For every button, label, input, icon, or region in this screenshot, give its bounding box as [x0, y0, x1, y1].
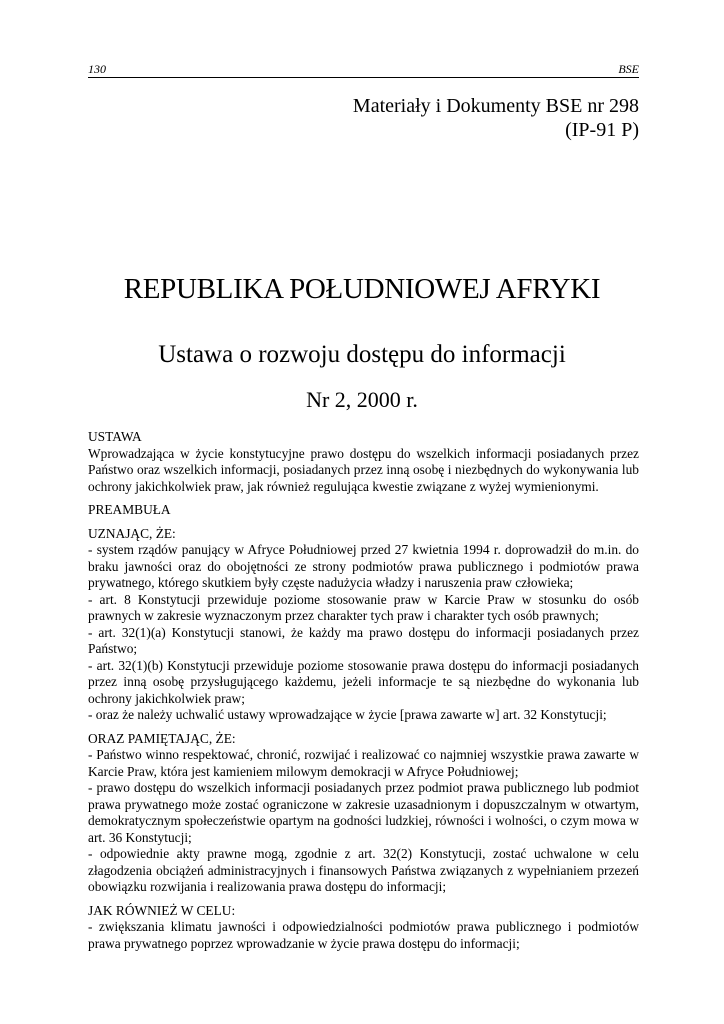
country-title: REPUBLIKA POŁUDNIOWEJ AFRYKI	[123, 273, 601, 305]
list-item: - system rządów panujący w Afryce Południowej przed 27 kwietnia 1994 r. doprowadził do m.in. do braku jawności oraz do obojętności ze strony podmiotów prawa publicznego i podmiotów prawa prywatnego, którego skutkiem były częste nadużycia władzy i naruszenia praw człowieka;	[88, 542, 639, 590]
section-heading-uznajac: UZNAJĄC, ŻE:	[88, 525, 176, 541]
list-item: - art. 32(1)(a) Konstytucji stanowi, że każdy ma prawo dostępu do informacji posiadanych przez Państwo;	[88, 624, 639, 656]
list-item: - art. 8 Konstytucji przewiduje poziome stosowanie praw w Karcie Praw w stosunku do osób prawnych w zakresie wyznaczonym przez charakter tych praw i charakter tych osób prawnych;	[88, 591, 639, 623]
list-item: - odpowiednie akty prawne mogą, zgodnie z art. 32(2) Konstytucji, zostać uchwalone w celu złagodzenia obciążeń administracyjnych i finansowych Państwa związanych z wypełnianiem przezeń obowiązku rozwijania i realizowania prawa dostępu do informacji;	[88, 846, 639, 894]
section-heading-ustawa: USTAWA	[88, 429, 142, 444]
page-number: 130	[88, 62, 106, 76]
section-heading-oraz: ORAZ PAMIĘTAJĄC, ŻE:	[88, 730, 236, 746]
series-title: Materiały i Dokumenty BSE nr 298	[352, 95, 639, 117]
act-title: Ustawa o rozwoju dostępu do informacji	[158, 341, 566, 368]
act-number: Nr 2, 2000 r.	[306, 387, 418, 412]
list-item: - Państwo winno respektować, chronić, rozwijać i realizować co najmniej wszystkie prawa zawarte w Karcie Praw, która jest kamieniem milowym demokracji w Afryce Południowej;	[88, 747, 639, 779]
ustawa-paragraph: Wprowadzająca w życie konstytucyjne prawo dostępu do wszelkich informacji posiadanych przez Państwo oraz wszelkich informacji, posiadanych przez inną osobę i niezbędnych do wykonywania lub ochrony jakichkolwiek praw, jak również regulująca kwestie związane z wyżej wymienionymi.	[88, 445, 639, 494]
list-item: - zwiększania klimatu jawności i odpowiedzialności podmiotów prawa publicznego i podmiotów prawa prywatnego poprzez wprowadzanie w życie prawa dostępu do informacji;	[88, 919, 639, 951]
document-body	[88, 429, 639, 952]
list-item: - oraz że należy uchwalić ustawy wprowadzające w życie [prawa zawarte w] art. 32 Konstytucji;	[88, 707, 607, 722]
series-block	[353, 94, 639, 142]
series-code: (IP-91 P)	[565, 119, 639, 141]
section-heading-preambula: PREAMBUŁA	[88, 502, 171, 517]
journal-abbreviation: BSE	[618, 62, 639, 76]
running-header	[88, 63, 639, 78]
list-item: - prawo dostępu do wszelkich informacji posiadanych przez podmiot prawa publicznego lub podmiot prawa prywatnego może zostać ograniczone w zakresie uzasadnionym i dopuszczalnym w otwartym, demokratycznym społeczeństwie opartym na godności ludzkiej, równości i wolności, o czym mowa w art. 36 Konstytucji;	[88, 780, 639, 845]
list-item: - art. 32(1)(b) Konstytucji przewiduje poziome stosowanie prawa dostępu do informacji posiadanych przez inną osobę przysługującego każdemu, jeżeli informacje te są niezbędne do wykonania lub ochrony jakichkolwiek praw;	[88, 657, 639, 706]
section-heading-jak: JAK RÓWNIEŻ W CELU:	[88, 902, 236, 918]
